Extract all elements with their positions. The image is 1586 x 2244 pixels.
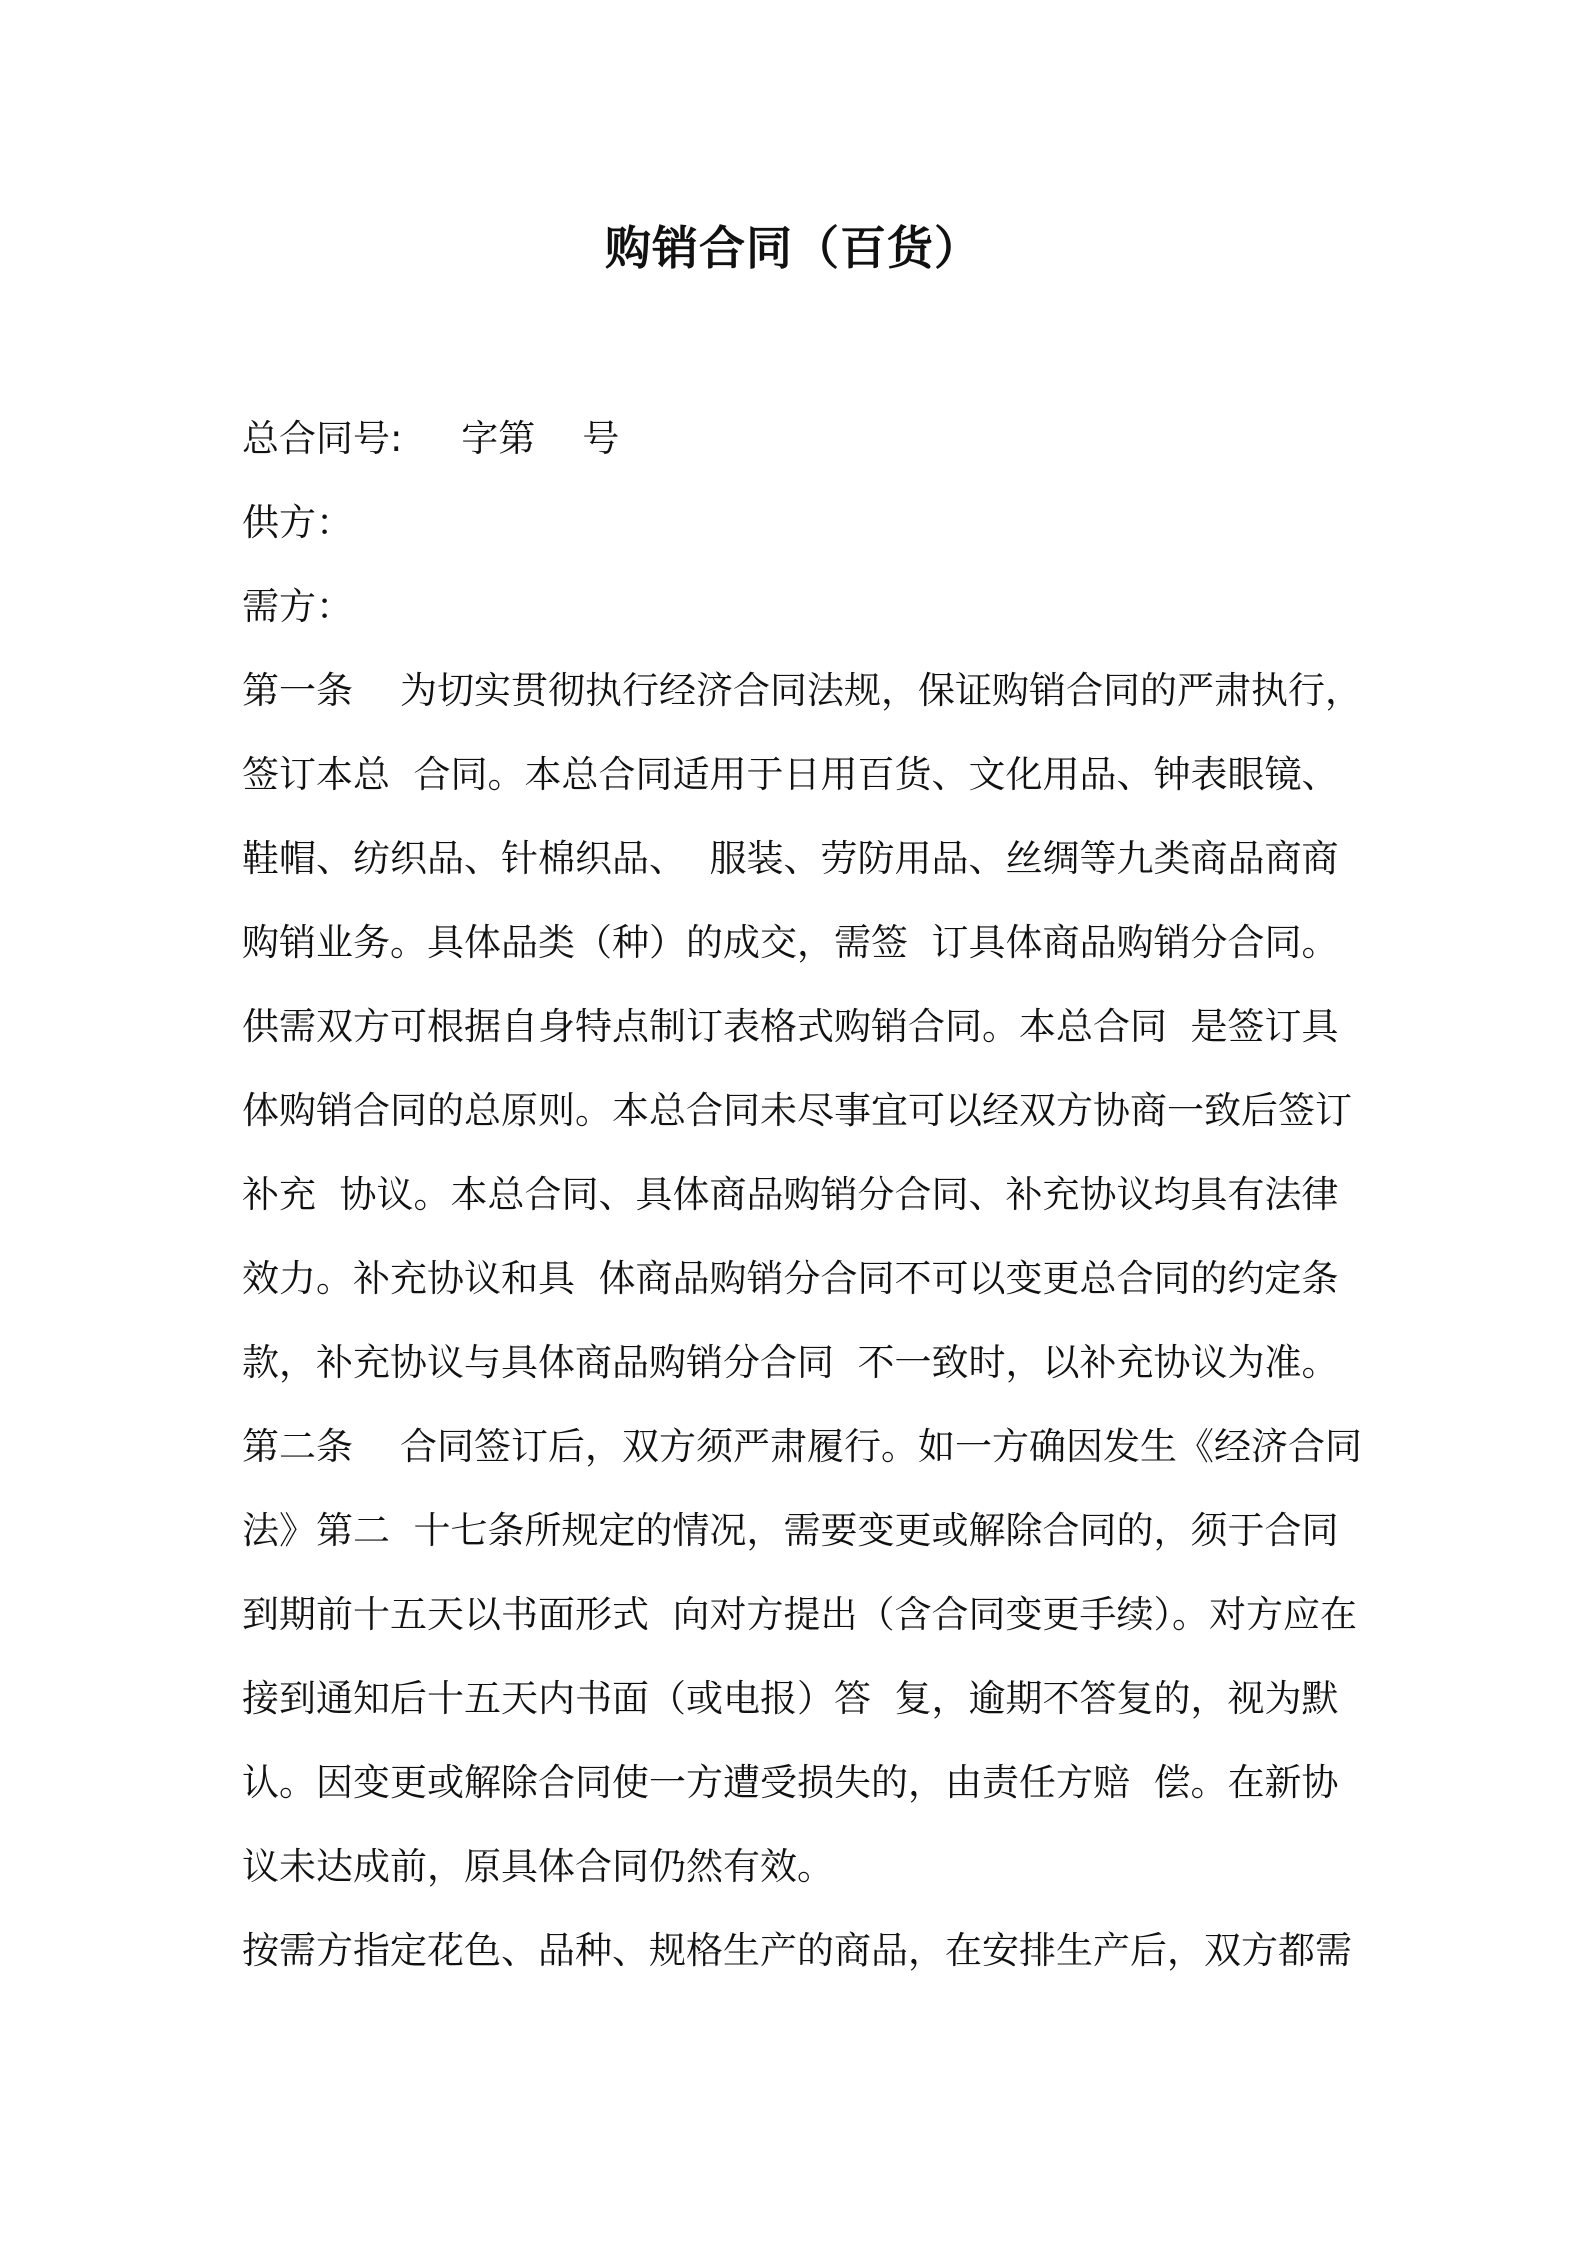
body-paragraph-line: 按需方指定花色、品种、规格生产的商品，在安排生产后，双方都需 [242,1929,1352,1972]
article-2-line: 议未达成前，原具体合同仍然有效。 [242,1845,834,1888]
article-1-line: 补充 协议。本总合同、具体商品购销分合同、补充协议均具有法律 [242,1173,1339,1216]
document-title: 购销合同（百货） [605,221,981,275]
article-1-line: 签订本总 合同。本总合同适用于日用百货、文化用品、钟表眼镜、 [242,753,1339,796]
article-2-line: 接到通知后十五天内书面（或电报）答 复，逾期不答复的，视为默 [242,1677,1339,1720]
supplier-line: 供方： [242,501,353,544]
article-1-line: 购销业务。具体品类（种）的成交，需签 订具体商品购销分合同。 [242,921,1339,964]
article-2-line: 法》第二 十七条所规定的情况，需要变更或解除合同的，须于合同 [242,1509,1339,1552]
article-1-line: 鞋帽、纺织品、针棉织品、 服装、劳防用品、丝绸等九类商品商商 [242,837,1339,880]
article-2-line: 第二条 合同签订后，双方须严肃履行。如一方确因发生《经济合同 [242,1425,1363,1468]
article-1-line: 供需双方可根据自身特点制订表格式购销合同。本总合同 是签订具 [242,1005,1339,1048]
article-1-line: 体购销合同的总原则。本总合同未尽事宜可以经双方协商一致后签订 [242,1089,1352,1132]
article-2-line: 认。因变更或解除合同使一方遭受损失的，由责任方赔 偿。在新协 [242,1761,1339,1804]
contract-number-line: 总合同号: 字第 号 [242,417,620,460]
article-2-line: 到期前十五天以书面形式 向对方提出（含合同变更手续）。对方应在 [242,1593,1358,1636]
article-1-line: 效力。补充协议和具 体商品购销分合同不可以变更总合同的约定条 [242,1257,1339,1300]
article-1-line: 款，补充协议与具体商品购销分合同 不一致时，以补充协议为准。 [242,1341,1339,1384]
buyer-line: 需方： [242,585,353,628]
article-1-line: 第一条 为切实贯彻执行经济合同法规，保证购销合同的严肃执行， [242,669,1363,712]
